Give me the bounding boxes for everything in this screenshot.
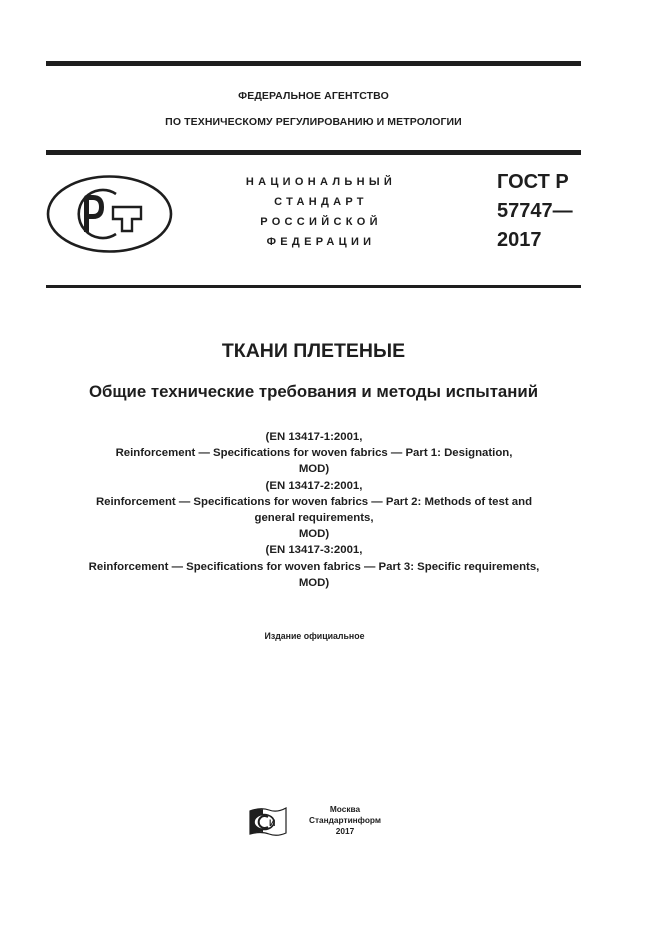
standard-type-line: ФЕДЕРАЦИИ [266, 236, 376, 248]
rst-certification-logo-icon [46, 174, 173, 254]
publisher-block [300, 804, 390, 837]
standard-designation [497, 168, 573, 255]
standard-type-line: РОССИЙСКОЙ [260, 216, 382, 228]
publisher-name: Стандартинформ [308, 815, 381, 825]
standard-type [236, 172, 406, 252]
reference-line: Reinforcement — Specifications for woven fabrics — Part 3: Specific requirements, [88, 560, 540, 573]
document-title: ТКАНИ ПЛЕТЕНЫЕ [221, 340, 406, 362]
standartinform-logo-icon [249, 805, 287, 837]
title-rule [46, 285, 581, 288]
publisher-city: Москва [329, 804, 361, 814]
document-subtitle: Общие технические требования и методы испытаний [88, 382, 539, 401]
publication-year: 2017 [335, 826, 355, 836]
reference-line: Reinforcement — Specifications for woven fabrics — Part 2: Methods of test and [95, 495, 533, 508]
reference-line: MOD) [298, 528, 330, 541]
designation-line: 57747— [497, 200, 573, 222]
agency-name: ФЕДЕРАЛЬНОЕ АГЕНТСТВО [238, 90, 389, 102]
edition-label: Издание официальное [264, 631, 365, 641]
designation-line: ГОСТ Р [497, 171, 569, 193]
standard-type-line: НАЦИОНАЛЬНЫЙ [245, 176, 397, 188]
international-references [40, 429, 588, 591]
reference-line: (EN 13417-3:2001, [265, 544, 363, 557]
reference-line: (EN 13417-2:2001, [265, 479, 363, 492]
agency-subtitle: ПО ТЕХНИЧЕСКОМУ РЕГУЛИРОВАНИЮ И МЕТРОЛОГИИ [165, 116, 462, 128]
reference-line: MOD) [298, 463, 330, 476]
svg-text:И: И [269, 818, 276, 828]
reference-line: (EN 13417-1:2001, [265, 431, 363, 443]
reference-line: general requirements, [254, 512, 374, 525]
standard-type-line: СТАНДАРТ [274, 196, 368, 208]
designation-line: 2017 [497, 229, 542, 251]
reference-line: MOD) [298, 576, 330, 589]
top-rule [46, 61, 581, 66]
header-rule [46, 150, 581, 155]
reference-line: Reinforcement — Specifications for woven fabrics — Part 1: Designation, [115, 447, 513, 460]
